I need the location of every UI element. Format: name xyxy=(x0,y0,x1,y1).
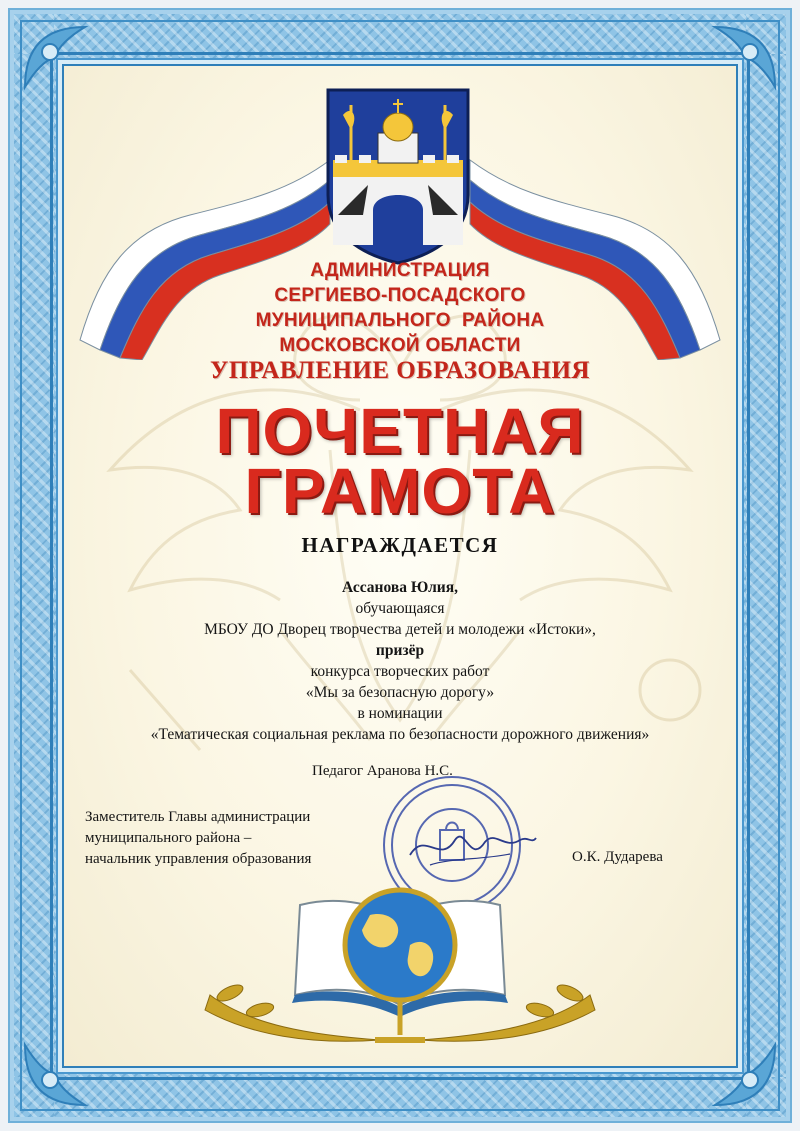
recipient-name: Ассанова Юлия, xyxy=(342,579,458,596)
official-title-line: начальник управления образования xyxy=(85,851,312,867)
nomination-name: «Тематическая социальная реклама по безопасности дорожного движения» xyxy=(150,726,650,743)
globe-book-emblem-icon xyxy=(190,875,610,1065)
recipient-status: обучающаяся xyxy=(355,600,445,617)
contest-name: «Мы за безопасную дорогу» xyxy=(305,684,495,701)
certificate-title-line2: ГРАМОТА xyxy=(244,455,556,527)
awarded-label: НАГРАЖДАЕТСЯ xyxy=(301,533,499,557)
department-title: УПРАВЛЕНИЕ ОБРАЗОВАНИЯ xyxy=(210,357,590,384)
place: призёр xyxy=(375,642,425,659)
award-text xyxy=(80,577,720,745)
issuer-line: МОСКОВСКОЙ ОБЛАСТИ xyxy=(279,335,521,356)
issuer-line: АДМИНИСТРАЦИЯ xyxy=(310,260,490,281)
official-title-line: муниципального района – xyxy=(85,830,252,846)
issuer-block xyxy=(100,258,700,358)
official-name: О.К. Дударева xyxy=(572,849,663,865)
issuer-line: МУНИЦИПАЛЬНОГО РАЙОНА xyxy=(255,310,545,331)
certificate-title-line1: ПОЧЕТНАЯ xyxy=(215,395,585,467)
institution: МБОУ ДО Дворец творчества детей и молодежи «Истоки», xyxy=(204,621,596,638)
official-title-line: Заместитель Главы администрации xyxy=(85,809,311,825)
nomination-label: в номинации xyxy=(357,705,443,722)
coat-of-arms-icon xyxy=(323,85,473,265)
contest-line: конкурса творческих работ xyxy=(310,663,490,680)
issuer-line: СЕРГИЕВО-ПОСАДСКОГО xyxy=(274,285,526,306)
teacher-line: Педагог Аранова Н.С. xyxy=(312,763,453,779)
official-title xyxy=(85,807,311,870)
